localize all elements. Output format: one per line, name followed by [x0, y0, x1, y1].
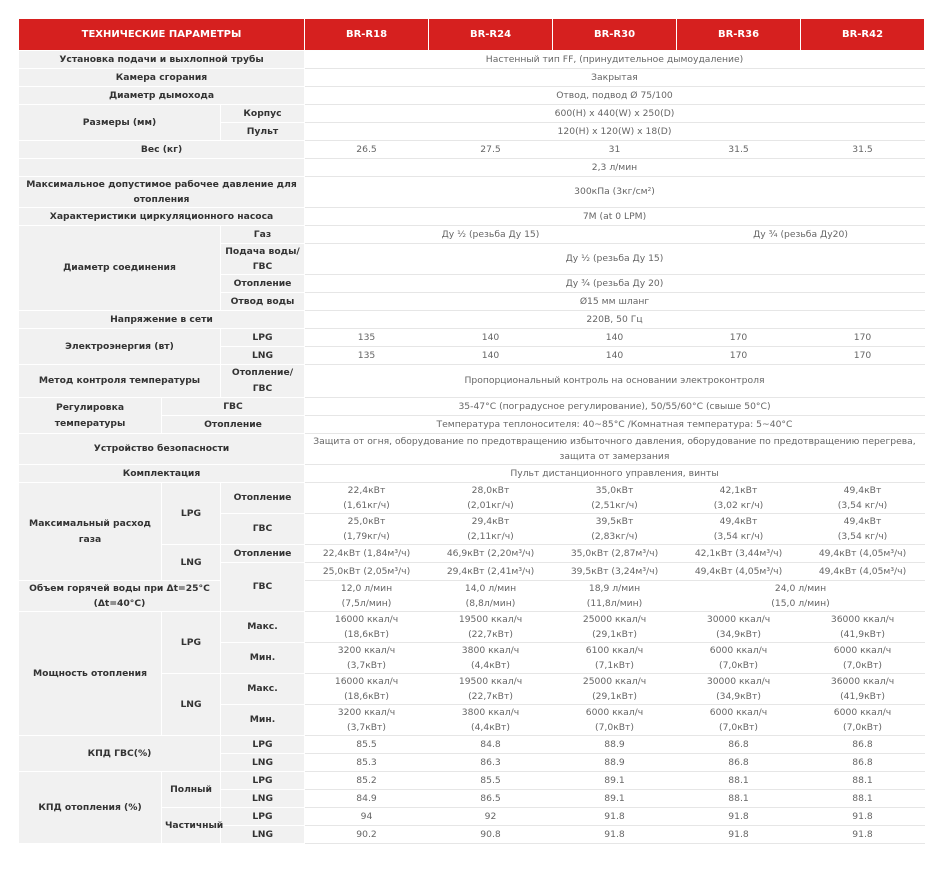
value-cell: 3800 ккал/ч (4,4кВт): [429, 643, 553, 674]
value-cell: 170: [677, 329, 801, 347]
value-cell: Ду ½ (резьба Ду 15): [305, 244, 925, 275]
table-row: [19, 87, 925, 105]
value-cell: 42,1кВт (3,02 кг/ч): [677, 483, 801, 514]
header-cell-model: BR-R18: [305, 19, 429, 51]
value-cell: 6000 ккал/ч (7,0кВт): [677, 643, 801, 674]
value-cell: 86.8: [801, 754, 925, 772]
value-cell: Ду ½ (резьба Ду 15): [305, 226, 677, 244]
value-cell: 49,4кВт (4,05м³/ч): [677, 563, 801, 581]
header-cell-model: BR-R24: [429, 19, 553, 51]
row-label-cell: Максимальный расход газа: [19, 483, 162, 581]
value-cell: 31: [553, 141, 677, 159]
value-cell: 85.5: [305, 736, 429, 754]
value-cell: 3800 ккал/ч (4,4кВт): [429, 705, 553, 736]
header-cell-model: BR-R42: [801, 19, 925, 51]
table-row: [19, 434, 925, 465]
value-cell: 22,4кВт (1,84м³/ч): [305, 545, 429, 563]
row-label-cell: КПД ГВС(%): [19, 736, 221, 772]
table-row: [19, 51, 925, 69]
row-label-cell: Мин.: [221, 705, 305, 736]
value-cell: 6100 ккал/ч (7,1кВт): [553, 643, 677, 674]
value-cell: 31.5: [677, 141, 801, 159]
table-row: [19, 483, 925, 514]
value-cell: 16000 ккал/ч (18,6кВт): [305, 674, 429, 705]
value-cell: 220В, 50 Гц: [305, 311, 925, 329]
value-cell: 25000 ккал/ч (29,1кВт): [553, 674, 677, 705]
value-cell: 92: [429, 808, 553, 826]
row-label-cell: Комплектация: [19, 465, 305, 483]
table-row: [19, 159, 925, 177]
value-cell: Пульт дистанционного управления, винты: [305, 465, 925, 483]
value-cell: 140: [429, 347, 553, 365]
value-cell: 84.9: [305, 790, 429, 808]
value-cell: 140: [553, 347, 677, 365]
row-label-cell: LNG: [162, 545, 221, 581]
value-cell: 30000 ккал/ч (34,9кВт): [677, 674, 801, 705]
table-row: [19, 69, 925, 87]
value-cell: 170: [801, 329, 925, 347]
value-cell: 39,5кВт (2,83кг/ч): [553, 514, 677, 545]
value-cell: 29,4кВт (2,41м³/ч): [429, 563, 553, 581]
row-label-cell: Отвод воды: [221, 293, 305, 311]
row-label-cell: LPG: [221, 329, 305, 347]
row-label-cell: Отопление: [221, 545, 305, 563]
value-cell: 85.3: [305, 754, 429, 772]
value-cell: 3200 ккал/ч (3,7кВт): [305, 705, 429, 736]
value-cell: 35-47°C (поградусное регулирование), 50/55/60°C (свыше 50°C): [305, 398, 925, 416]
value-cell: 42,1кВт (3,44м³/ч): [677, 545, 801, 563]
value-cell: 25,0кВт (1,79кг/ч): [305, 514, 429, 545]
value-cell: 35,0кВт (2,51кг/ч): [553, 483, 677, 514]
value-cell: 7M (at 0 LPM): [305, 208, 925, 226]
value-cell: 91.8: [553, 826, 677, 844]
value-cell: 85.2: [305, 772, 429, 790]
value-cell: Закрытая: [305, 69, 925, 87]
value-cell: 36000 ккал/ч (41,9кВт): [801, 612, 925, 643]
value-cell: 24,0 л/мин (15,0 л/мин): [677, 581, 925, 612]
value-cell: 86.8: [677, 754, 801, 772]
value-cell: 29,4кВт (2,11кг/ч): [429, 514, 553, 545]
row-label-cell: LPG: [221, 808, 305, 826]
value-cell: Защита от огня, оборудование по предотвращению избыточного давления, оборудование по предотвращению перегрева, защита от замерзания: [305, 434, 925, 465]
value-cell: 30000 ккал/ч (34,9кВт): [677, 612, 801, 643]
table-row: [19, 465, 925, 483]
value-cell: 3200 ккал/ч (3,7кВт): [305, 643, 429, 674]
row-label-cell: КПД отопления (%): [19, 772, 162, 844]
table-row: [19, 612, 925, 643]
value-cell: 91.8: [801, 808, 925, 826]
value-cell: 28,0кВт (2,01кг/ч): [429, 483, 553, 514]
value-cell: 300кПа (3кг/см²): [305, 177, 925, 208]
spec-table: [18, 18, 925, 844]
row-label-cell: LNG: [162, 674, 221, 736]
row-label-cell: Диаметр дымохода: [19, 87, 305, 105]
value-cell: 19500 ккал/ч (22,7кВт): [429, 612, 553, 643]
row-label-cell: LPG: [162, 612, 221, 674]
value-cell: 91.8: [801, 826, 925, 844]
table-row: [19, 329, 925, 347]
value-cell: 25000 ккал/ч (29,1кВт): [553, 612, 677, 643]
row-label-cell: ГВС: [162, 398, 305, 416]
row-label-cell: Установка подачи и выхлопной трубы: [19, 51, 305, 69]
row-label-cell: Регулировка температуры: [19, 398, 162, 434]
value-cell: 94: [305, 808, 429, 826]
row-label-cell: Пульт: [221, 123, 305, 141]
row-label-cell: LNG: [221, 347, 305, 365]
value-cell: 36000 ккал/ч (41,9кВт): [801, 674, 925, 705]
row-label-cell: Частичный: [162, 808, 221, 844]
row-label-cell: LPG: [162, 483, 221, 545]
value-cell: 86.3: [429, 754, 553, 772]
value-cell: 86.8: [801, 736, 925, 754]
value-cell: 91.8: [677, 808, 801, 826]
row-label-cell: Вес (кг): [19, 141, 305, 159]
row-label-cell: LPG: [221, 736, 305, 754]
row-label-cell: ГВС: [221, 514, 305, 545]
value-cell: 88.1: [801, 790, 925, 808]
value-cell: Температура теплоносителя: 40~85°C /Комнатная температура: 5~40°C: [305, 416, 925, 434]
value-cell: 120(H) x 120(W) x 18(D): [305, 123, 925, 141]
value-cell: Настенный тип FF, (принудительное дымоудаление): [305, 51, 925, 69]
value-cell: 140: [553, 329, 677, 347]
table-row: [19, 311, 925, 329]
value-cell: 14,0 л/мин (8,8л/мин): [429, 581, 553, 612]
row-label-cell: [19, 159, 305, 177]
value-cell: 91.8: [677, 826, 801, 844]
value-cell: 88.1: [677, 790, 801, 808]
row-label-cell: Диаметр соединения: [19, 226, 221, 311]
row-label-cell: Объем горячей воды при Δt=25°C (Δt=40°C): [19, 581, 221, 612]
row-label-cell: Отопление: [221, 483, 305, 514]
value-cell: 49,4кВт (4,05м³/ч): [801, 563, 925, 581]
table-header: [19, 19, 925, 51]
table-row: [19, 177, 925, 208]
value-cell: 27.5: [429, 141, 553, 159]
table-body: [19, 51, 925, 844]
row-label-cell: Корпус: [221, 105, 305, 123]
value-cell: 12,0 л/мин (7,5л/мин): [305, 581, 429, 612]
value-cell: 140: [429, 329, 553, 347]
row-label-cell: LNG: [221, 790, 305, 808]
value-cell: 6000 ккал/ч (7,0кВт): [801, 705, 925, 736]
value-cell: 88.9: [553, 736, 677, 754]
value-cell: Отвод, подвод Ø 75/100: [305, 87, 925, 105]
value-cell: 135: [305, 329, 429, 347]
row-label-cell: LPG: [221, 772, 305, 790]
value-cell: 6000 ккал/ч (7,0кВт): [677, 705, 801, 736]
table-row: [19, 105, 925, 123]
row-label-cell: Отопление: [162, 416, 305, 434]
value-cell: 135: [305, 347, 429, 365]
row-label-cell: Метод контроля температуры: [19, 365, 221, 398]
value-cell: 600(H) x 440(W) x 250(D): [305, 105, 925, 123]
value-cell: Ду ¾ (резьба Ду20): [677, 226, 925, 244]
value-cell: 88.1: [801, 772, 925, 790]
value-cell: 31.5: [801, 141, 925, 159]
header-row: [19, 19, 925, 51]
row-label-cell: Камера сгорания: [19, 69, 305, 87]
value-cell: 91.8: [553, 808, 677, 826]
value-cell: 39,5кВт (3,24м³/ч): [553, 563, 677, 581]
row-label-cell: LNG: [221, 826, 305, 844]
table-row: [19, 141, 925, 159]
row-label-cell: Максимальное допустимое рабочее давление для отопления: [19, 177, 305, 208]
header-cell-model: BR-R30: [553, 19, 677, 51]
row-label-cell: Мин.: [221, 643, 305, 674]
row-label-cell: Макс.: [221, 612, 305, 643]
value-cell: 86.8: [677, 736, 801, 754]
value-cell: 49,4кВт (3,54 кг/ч): [801, 514, 925, 545]
header-cell-model: BR-R36: [677, 19, 801, 51]
value-cell: 49,4кВт (4,05м³/ч): [801, 545, 925, 563]
value-cell: 46,9кВт (2,20м³/ч): [429, 545, 553, 563]
header-cell-params: ТЕХНИЧЕСКИЕ ПАРАМЕТРЫ: [19, 19, 305, 51]
table-row: [19, 208, 925, 226]
table-row: [19, 772, 925, 790]
table-row: [19, 226, 925, 244]
value-cell: 6000 ккал/ч (7,0кВт): [553, 705, 677, 736]
table-row: [19, 365, 925, 398]
value-cell: Ду ¾ (резьба Ду 20): [305, 275, 925, 293]
row-label-cell: Характеристики циркуляционного насоса: [19, 208, 305, 226]
row-label-cell: Полный: [162, 772, 221, 808]
value-cell: 49,4кВт (3,54 кг/ч): [677, 514, 801, 545]
value-cell: Пропорциональный контроль на основании электроконтроля: [305, 365, 925, 398]
row-label-cell: Отопление: [221, 275, 305, 293]
table-row: [19, 581, 925, 612]
value-cell: 84.8: [429, 736, 553, 754]
row-label-cell: LNG: [221, 754, 305, 772]
table-row: [19, 398, 925, 416]
row-label-cell: ГВС: [221, 563, 305, 612]
value-cell: 19500 ккал/ч (22,7кВт): [429, 674, 553, 705]
row-label-cell: Напряжение в сети: [19, 311, 305, 329]
value-cell: 89.1: [553, 772, 677, 790]
value-cell: 26.5: [305, 141, 429, 159]
value-cell: 18,9 л/мин (11,8л/мин): [553, 581, 677, 612]
row-label-cell: Макс.: [221, 674, 305, 705]
value-cell: 85.5: [429, 772, 553, 790]
row-label-cell: Мощность отопления: [19, 612, 162, 736]
row-label-cell: Размеры (мм): [19, 105, 221, 141]
value-cell: 88.9: [553, 754, 677, 772]
row-label-cell: Подача воды/ ГВС: [221, 244, 305, 275]
value-cell: 170: [677, 347, 801, 365]
value-cell: 88.1: [677, 772, 801, 790]
value-cell: 49,4кВт (3,54 кг/ч): [801, 483, 925, 514]
value-cell: 90.8: [429, 826, 553, 844]
row-label-cell: Электроэнергия (вт): [19, 329, 221, 365]
value-cell: 25,0кВт (2,05м³/ч): [305, 563, 429, 581]
value-cell: 90.2: [305, 826, 429, 844]
value-cell: 86.5: [429, 790, 553, 808]
table-row: [19, 736, 925, 754]
row-label-cell: Отопление/ ГВС: [221, 365, 305, 398]
value-cell: 89.1: [553, 790, 677, 808]
value-cell: 2,3 л/мин: [305, 159, 925, 177]
value-cell: 16000 ккал/ч (18,6кВт): [305, 612, 429, 643]
value-cell: 35,0кВт (2,87м³/ч): [553, 545, 677, 563]
row-label-cell: Устройство безопасности: [19, 434, 305, 465]
row-label-cell: Газ: [221, 226, 305, 244]
value-cell: Ø15 мм шланг: [305, 293, 925, 311]
value-cell: 22,4кВт (1,61кг/ч): [305, 483, 429, 514]
value-cell: 170: [801, 347, 925, 365]
value-cell: 6000 ккал/ч (7,0кВт): [801, 643, 925, 674]
